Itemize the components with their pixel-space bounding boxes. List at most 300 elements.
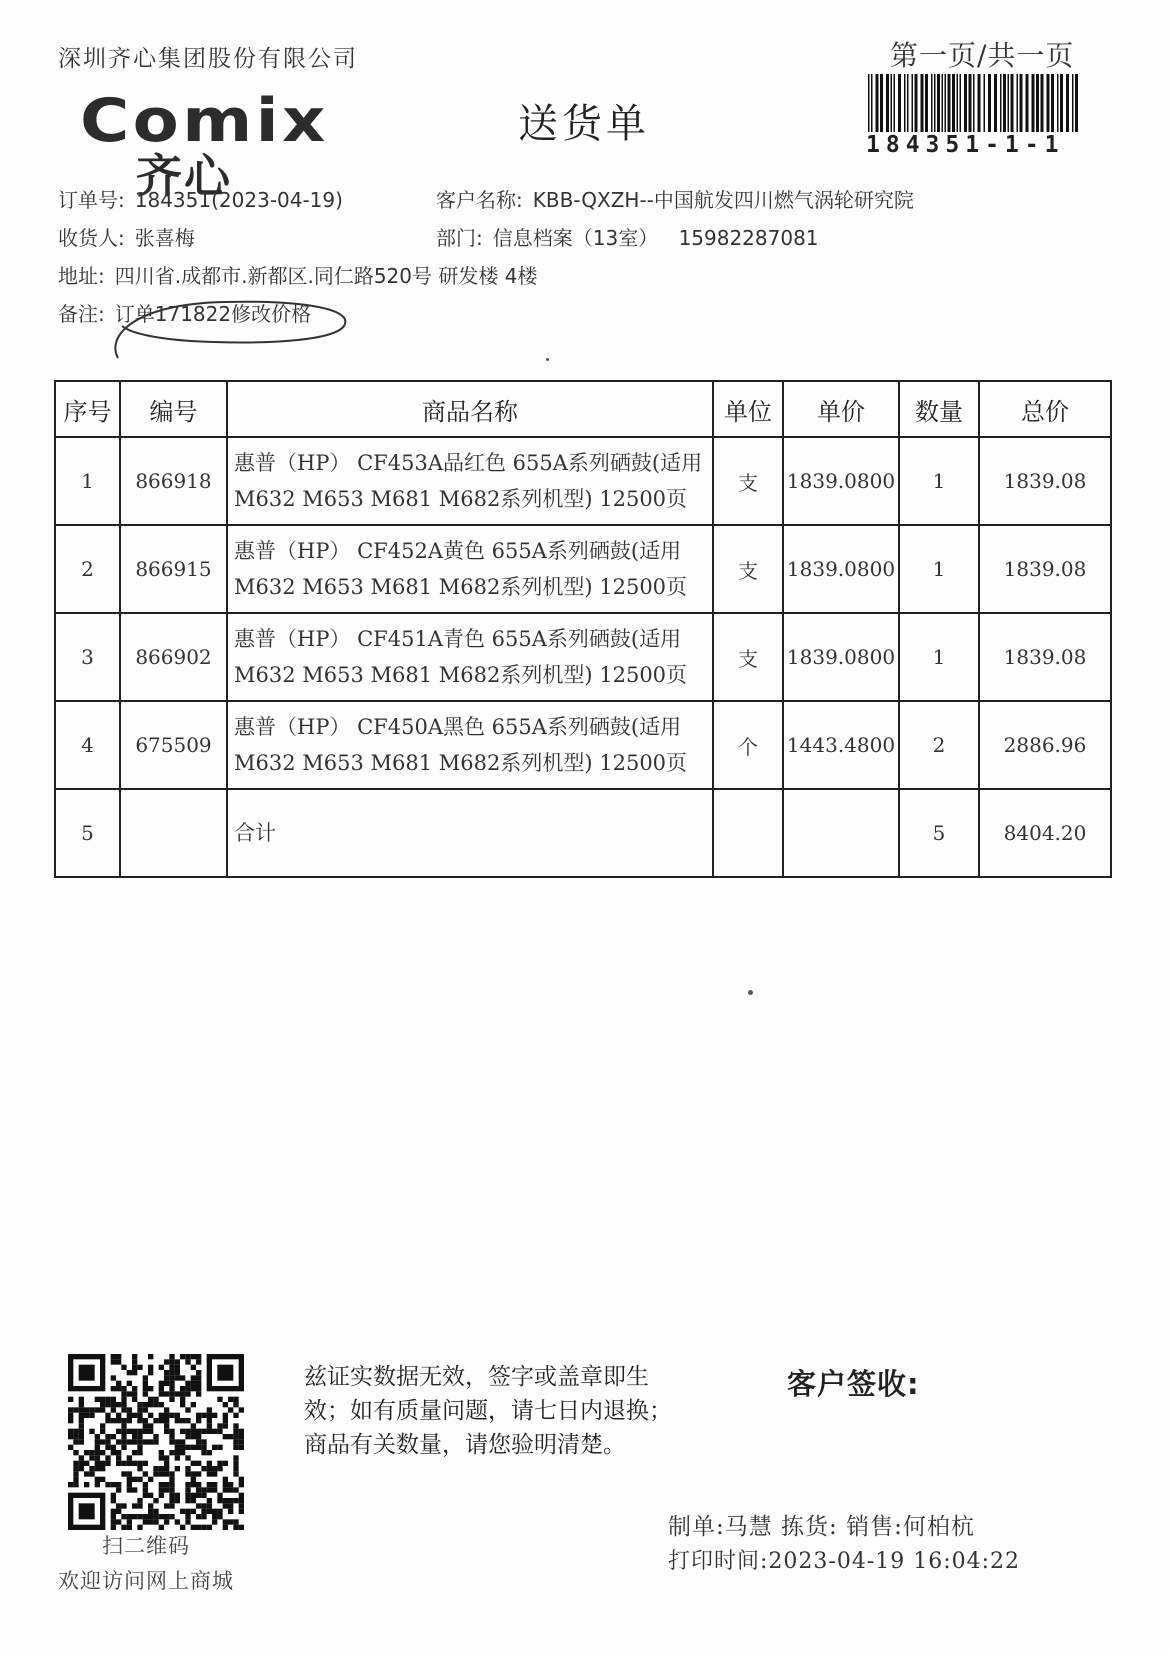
qr-module xyxy=(132,1413,137,1418)
qr-module xyxy=(239,1439,244,1444)
qr-module xyxy=(175,1450,180,1455)
qr-module xyxy=(201,1525,206,1530)
qr-module xyxy=(159,1455,164,1460)
barcode-bar xyxy=(978,74,981,132)
qr-module xyxy=(137,1365,142,1370)
qr-module xyxy=(201,1450,206,1455)
customer-name-field xyxy=(436,184,914,213)
qr-module xyxy=(233,1445,238,1450)
qr-module xyxy=(223,1402,228,1407)
qr-module xyxy=(127,1514,132,1519)
barcode-bar xyxy=(871,74,873,132)
qr-module xyxy=(121,1471,126,1476)
qr-module xyxy=(196,1439,201,1444)
barcode-bar xyxy=(994,74,997,132)
qr-module xyxy=(143,1439,148,1444)
qr-module xyxy=(143,1471,148,1476)
qr-module xyxy=(89,1413,94,1418)
qr-module xyxy=(100,1461,105,1466)
qr-module xyxy=(164,1466,169,1471)
customer-name-label: 客户名称: xyxy=(436,188,523,212)
qr-module xyxy=(121,1418,126,1423)
qr-caption-scan: 扫二维码 xyxy=(102,1534,190,1558)
qr-module xyxy=(100,1423,105,1428)
qr-module xyxy=(159,1471,164,1476)
qr-module xyxy=(159,1487,164,1492)
qr-module xyxy=(233,1402,238,1407)
qr-module xyxy=(143,1407,148,1412)
qr-module xyxy=(89,1466,94,1471)
qr-module xyxy=(180,1397,185,1402)
qr-module xyxy=(169,1391,174,1396)
qr-module xyxy=(79,1466,84,1471)
qr-module xyxy=(79,1434,84,1439)
qr-module xyxy=(191,1375,196,1380)
qr-module xyxy=(169,1450,174,1455)
item-total: 1839.08 xyxy=(979,613,1111,701)
qr-module xyxy=(148,1370,153,1375)
qr-module xyxy=(207,1418,212,1423)
qr-module xyxy=(111,1509,116,1514)
qr-module xyxy=(201,1493,206,1498)
item-qty: 1 xyxy=(899,613,979,701)
barcode-bar xyxy=(925,74,928,132)
qr-module xyxy=(111,1407,116,1412)
qr-module xyxy=(191,1365,196,1370)
qr-module xyxy=(105,1397,110,1402)
qr-module xyxy=(201,1466,206,1471)
qr-module xyxy=(180,1391,185,1396)
qr-module xyxy=(111,1375,116,1380)
qr-module xyxy=(212,1514,217,1519)
qr-module xyxy=(164,1482,169,1487)
qr-module xyxy=(153,1397,158,1402)
barcode-bar xyxy=(952,74,955,132)
qr-module xyxy=(111,1514,116,1519)
qr-module xyxy=(169,1381,174,1386)
qr-module xyxy=(180,1450,185,1455)
qr-module xyxy=(111,1450,116,1455)
qr-module xyxy=(191,1354,196,1359)
qr-module xyxy=(212,1482,217,1487)
qr-module xyxy=(153,1434,158,1439)
qr-module xyxy=(100,1439,105,1444)
qr-module xyxy=(169,1487,174,1492)
qr-module xyxy=(159,1402,164,1407)
barcode-bar xyxy=(1000,74,1002,132)
qr-module xyxy=(233,1423,238,1428)
qr-module xyxy=(185,1445,190,1450)
qr-module xyxy=(159,1413,164,1418)
barcode-bar xyxy=(921,74,924,132)
qr-module xyxy=(233,1397,238,1402)
qr-module xyxy=(185,1493,190,1498)
qr-module xyxy=(228,1434,233,1439)
qr-module xyxy=(217,1509,222,1514)
qr-module xyxy=(217,1429,222,1434)
qr-module xyxy=(223,1482,228,1487)
item-name-line1: 惠普（HP） CF453A品红色 655A系列硒鼓(适用 xyxy=(234,451,703,475)
qr-module xyxy=(159,1450,164,1455)
qr-module xyxy=(191,1386,196,1391)
qr-module xyxy=(121,1397,126,1402)
qr-module xyxy=(212,1519,217,1524)
qr-module xyxy=(175,1455,180,1460)
remark-value: 订单171822修改价格 xyxy=(114,302,312,326)
item-price: 1839.0800 xyxy=(783,525,899,613)
qr-module xyxy=(116,1354,121,1359)
qr-module xyxy=(127,1519,132,1524)
qr-module xyxy=(116,1509,121,1514)
table-row xyxy=(55,437,1111,525)
qr-module xyxy=(196,1471,201,1476)
qr-module xyxy=(137,1477,142,1482)
barcode-bar xyxy=(915,74,918,132)
item-code: 866918 xyxy=(120,437,227,525)
department-field xyxy=(436,222,819,251)
item-name-line1: 惠普（HP） CF450A黑色 655A系列硒鼓(适用 xyxy=(234,715,682,739)
qr-module xyxy=(169,1370,174,1375)
qr-module xyxy=(153,1471,158,1476)
row-number: 3 xyxy=(55,613,120,701)
qr-module xyxy=(79,1439,84,1444)
qr-module xyxy=(185,1391,190,1396)
qr-module xyxy=(180,1402,185,1407)
items-table xyxy=(54,380,1112,878)
qr-module xyxy=(84,1450,89,1455)
qr-module xyxy=(191,1429,196,1434)
barcode-bar xyxy=(891,74,893,132)
qr-module xyxy=(116,1359,121,1364)
qr-module xyxy=(223,1503,228,1508)
qr-module xyxy=(196,1391,201,1396)
qr-module xyxy=(233,1455,238,1460)
qr-module xyxy=(137,1429,142,1434)
qr-finder xyxy=(79,1503,95,1519)
item-total: 2886.96 xyxy=(979,701,1111,789)
qr-module xyxy=(223,1413,228,1418)
qr-module xyxy=(185,1418,190,1423)
qr-module xyxy=(95,1397,100,1402)
qr-module xyxy=(164,1519,169,1524)
item-price: 1443.4800 xyxy=(783,701,899,789)
qr-module xyxy=(207,1482,212,1487)
qr-module xyxy=(143,1391,148,1396)
qr-module xyxy=(137,1402,142,1407)
qr-module xyxy=(95,1466,100,1471)
qr-module xyxy=(84,1461,89,1466)
qr-module xyxy=(239,1434,244,1439)
qr-module xyxy=(121,1407,126,1412)
qr-module xyxy=(68,1418,73,1423)
qr-module xyxy=(175,1466,180,1471)
document-title: 送货单 xyxy=(518,101,650,147)
qr-module xyxy=(207,1450,212,1455)
header-cell: 单价 xyxy=(783,381,899,437)
qr-module xyxy=(137,1434,142,1439)
qr-module xyxy=(105,1445,110,1450)
qr-module xyxy=(164,1455,169,1460)
qr-module xyxy=(207,1413,212,1418)
qr-module xyxy=(196,1359,201,1364)
qr-module xyxy=(73,1434,78,1439)
qr-module xyxy=(239,1407,244,1412)
barcode-bar xyxy=(1008,74,1010,132)
item-name-line2: M632 M653 M681 M682系列机型) 12500页 xyxy=(234,575,688,599)
qr-module xyxy=(191,1434,196,1439)
barcode-bar xyxy=(1003,74,1006,132)
qr-module xyxy=(132,1391,137,1396)
qr-module xyxy=(68,1445,73,1450)
header-cell: 总价 xyxy=(979,381,1111,437)
qr-module xyxy=(100,1402,105,1407)
order-number-label: 订单号: xyxy=(58,188,125,212)
qr-module xyxy=(100,1450,105,1455)
qr-module xyxy=(164,1487,169,1492)
qr-module xyxy=(228,1482,233,1487)
qr-module xyxy=(100,1477,105,1482)
qr-module xyxy=(233,1487,238,1492)
qr-module xyxy=(73,1466,78,1471)
qr-module xyxy=(233,1519,238,1524)
qr-module xyxy=(164,1429,169,1434)
barcode-bar xyxy=(880,74,883,132)
qr-module xyxy=(164,1503,169,1508)
qr-module xyxy=(175,1365,180,1370)
qr-module xyxy=(228,1397,233,1402)
qr-module xyxy=(73,1429,78,1434)
qr-module xyxy=(153,1439,158,1444)
qr-module xyxy=(143,1461,148,1466)
total-label: 合计 xyxy=(227,789,713,877)
address-label: 地址: xyxy=(58,264,105,288)
barcode-bar xyxy=(1032,74,1035,132)
qr-module xyxy=(111,1482,116,1487)
qr-module xyxy=(121,1386,126,1391)
qr-module xyxy=(148,1519,153,1524)
qr-module xyxy=(185,1466,190,1471)
qr-module xyxy=(207,1407,212,1412)
qr-module xyxy=(89,1455,94,1460)
qr-module xyxy=(111,1434,116,1439)
barcode-bar xyxy=(969,74,972,132)
qr-module xyxy=(159,1381,164,1386)
qr-module xyxy=(132,1365,137,1370)
header-cell: 编号 xyxy=(120,381,227,437)
department-value: 信息档案（13室） xyxy=(492,226,659,250)
qr-module xyxy=(228,1519,233,1524)
qr-module xyxy=(143,1514,148,1519)
qr-module xyxy=(185,1354,190,1359)
qr-module xyxy=(68,1397,73,1402)
qr-module xyxy=(111,1397,116,1402)
qr-module xyxy=(180,1375,185,1380)
item-name-line2: M632 M653 M681 M682系列机型) 12500页 xyxy=(234,487,688,511)
qr-module xyxy=(105,1413,110,1418)
barcode-bar xyxy=(934,74,936,132)
qr-module xyxy=(68,1407,73,1412)
qr-module xyxy=(116,1381,121,1386)
barcode-bar xyxy=(1066,74,1069,132)
notice-line-3: 商品有关数量，请您验明清楚。 xyxy=(304,1432,626,1458)
barcode-bar xyxy=(1011,74,1014,132)
qr-module xyxy=(84,1407,89,1412)
qr-module xyxy=(143,1418,148,1423)
qr-module xyxy=(143,1482,148,1487)
qr-module xyxy=(95,1445,100,1450)
qr-module xyxy=(105,1439,110,1444)
qr-module xyxy=(159,1466,164,1471)
qr-module xyxy=(116,1439,121,1444)
qr-module xyxy=(233,1413,238,1418)
qr-module xyxy=(207,1503,212,1508)
qr-module xyxy=(239,1503,244,1508)
qr-module xyxy=(153,1418,158,1423)
qr-module xyxy=(164,1370,169,1375)
qr-module xyxy=(201,1509,206,1514)
empty-cell xyxy=(120,789,227,877)
qr-module xyxy=(164,1514,169,1519)
qr-module xyxy=(121,1514,126,1519)
qr-module xyxy=(68,1429,73,1434)
qr-module xyxy=(127,1381,132,1386)
qr-module xyxy=(121,1365,126,1370)
qr-module xyxy=(191,1482,196,1487)
qr-module xyxy=(164,1423,169,1428)
barcode-bar xyxy=(945,74,947,132)
item-unit: 支 xyxy=(713,525,783,613)
barcode-bar xyxy=(1075,74,1078,132)
qr-module xyxy=(148,1509,153,1514)
qr-module xyxy=(175,1418,180,1423)
qr-module xyxy=(201,1445,206,1450)
qr-module xyxy=(132,1503,137,1508)
qr-module xyxy=(196,1482,201,1487)
header-cell: 序号 xyxy=(55,381,120,437)
qr-module xyxy=(228,1509,233,1514)
qr-module xyxy=(217,1423,222,1428)
qr-module xyxy=(73,1407,78,1412)
qr-module xyxy=(207,1509,212,1514)
qr-module xyxy=(121,1439,126,1444)
item-name-line1: 惠普（HP） CF452A黄色 655A系列硒鼓(适用 xyxy=(234,539,682,563)
barcode-bar xyxy=(988,74,991,132)
qr-module xyxy=(73,1439,78,1444)
qr-module xyxy=(164,1407,169,1412)
qr-module xyxy=(127,1407,132,1412)
qr-module xyxy=(169,1503,174,1508)
row-number: 1 xyxy=(55,437,120,525)
barcode-bar xyxy=(942,74,944,132)
qr-module xyxy=(148,1354,153,1359)
qr-module xyxy=(127,1418,132,1423)
qr-module xyxy=(159,1386,164,1391)
qr-module xyxy=(212,1445,217,1450)
qr-module xyxy=(68,1413,73,1418)
barcode-bar xyxy=(886,74,889,132)
qr-module xyxy=(228,1498,233,1503)
barcode-bar xyxy=(984,74,986,132)
qr-module xyxy=(127,1487,132,1492)
qr-module xyxy=(217,1397,222,1402)
item-name-line1: 惠普（HP） CF451A青色 655A系列硒鼓(适用 xyxy=(234,627,682,651)
notice-line-1: 兹证实数据无效，签字或盖章即生 xyxy=(304,1364,649,1390)
qr-module xyxy=(148,1365,153,1370)
qr-module xyxy=(185,1455,190,1460)
qr-module xyxy=(100,1407,105,1412)
address-field xyxy=(58,260,537,289)
qr-module xyxy=(100,1429,105,1434)
receiver-field xyxy=(58,222,195,251)
qr-module xyxy=(169,1386,174,1391)
qr-module xyxy=(201,1514,206,1519)
qr-module xyxy=(223,1418,228,1423)
qr-module xyxy=(159,1514,164,1519)
qr-module xyxy=(185,1359,190,1364)
qr-module xyxy=(159,1418,164,1423)
qr-module xyxy=(217,1466,222,1471)
barcode-bar xyxy=(894,74,896,132)
qr-module xyxy=(148,1386,153,1391)
barcode-bar xyxy=(973,74,975,132)
qr-module xyxy=(164,1413,169,1418)
item-price: 1839.0800 xyxy=(783,437,899,525)
qr-caption-shop: 欢迎访问网上商城 xyxy=(58,1569,234,1593)
table-row xyxy=(55,701,1111,789)
barcode-bar xyxy=(964,74,967,132)
qr-module xyxy=(239,1509,244,1514)
qr-module xyxy=(132,1450,137,1455)
qr-module xyxy=(175,1359,180,1364)
item-name xyxy=(227,525,713,613)
qr-module xyxy=(223,1487,228,1492)
qr-module xyxy=(95,1434,100,1439)
qr-module xyxy=(116,1413,121,1418)
qr-module xyxy=(127,1391,132,1396)
qr-module xyxy=(180,1509,185,1514)
qr-module xyxy=(169,1439,174,1444)
qr-module xyxy=(164,1359,169,1364)
qr-module xyxy=(196,1418,201,1423)
qr-module xyxy=(175,1498,180,1503)
qr-module xyxy=(191,1381,196,1386)
qr-module xyxy=(196,1493,201,1498)
qr-module xyxy=(127,1439,132,1444)
qr-module xyxy=(111,1359,116,1364)
barcode-bar xyxy=(1041,74,1044,132)
qr-module xyxy=(84,1471,89,1476)
item-name xyxy=(227,437,713,525)
qr-module xyxy=(207,1498,212,1503)
qr-module xyxy=(137,1407,142,1412)
item-unit: 支 xyxy=(713,437,783,525)
qr-module xyxy=(223,1434,228,1439)
qr-module xyxy=(148,1402,153,1407)
qr-module xyxy=(207,1461,212,1466)
qr-module xyxy=(201,1503,206,1508)
qr-module xyxy=(196,1487,201,1492)
qr-module xyxy=(185,1498,190,1503)
qr-module xyxy=(175,1439,180,1444)
qr-module xyxy=(132,1514,137,1519)
qr-module xyxy=(127,1477,132,1482)
item-qty: 1 xyxy=(899,437,979,525)
qr-module xyxy=(127,1429,132,1434)
qr-module xyxy=(111,1418,116,1423)
qr-module xyxy=(137,1439,142,1444)
qr-module xyxy=(148,1514,153,1519)
qr-module xyxy=(191,1525,196,1530)
